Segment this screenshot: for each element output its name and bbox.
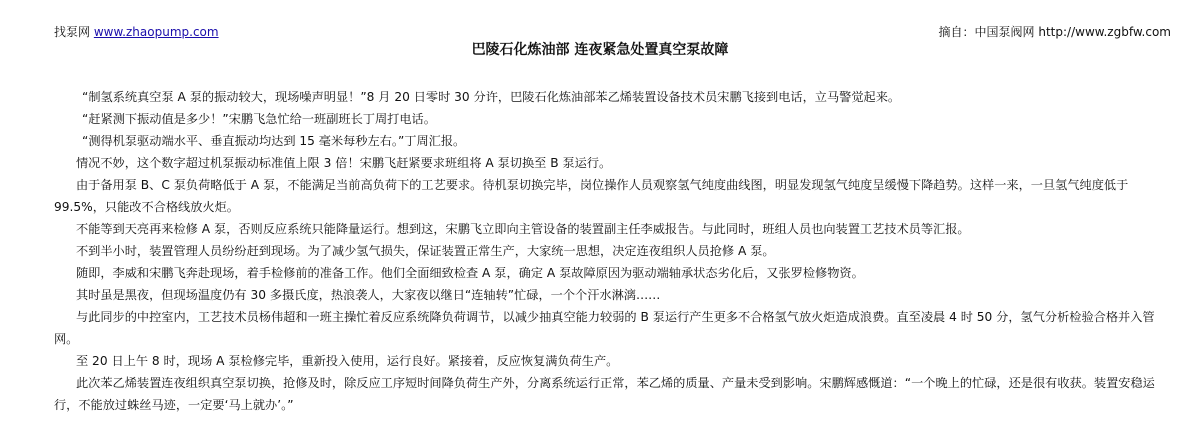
paragraph: 与此同步的中控室内，工艺技术员杨伟超和一班主操忙着反应系统降负荷调节，以减少抽真空能力较弱的 B 泵运行产生更多不合格氢气放火炬造成浪费。直至凌晨 4 时 50 分，氢气分析检验合格并入管网。 [54, 310, 1155, 346]
page-header [54, 23, 1171, 41]
paragraph: “测得机泵驱动端水平、垂直振动均达到 15 毫米每秒左右。”丁周汇报。 [82, 134, 466, 148]
paragraph: 不能等到天亮再来检修 A 泵，否则反应系统只能降量运行。想到这，宋鹏飞立即向主管设备的装置副主任李威报告。与此同时，班组人员也向装置工艺技术员等汇报。 [76, 222, 970, 236]
source-credit [939, 23, 1171, 41]
paragraph: 情况不妙，这个数字超过机泵振动标准值上限 3 倍！宋鹏飞赶紧要求班组将 A 泵切换至 B 泵运行。 [76, 156, 612, 170]
paragraph: 由于备用泵 B、C 泵负荷略低于 A 泵，不能满足当前高负荷下的工艺要求。待机泵切换完毕，岗位操作人员观察氢气纯度曲线图，明显发现氢气纯度呈缓慢下降趋势。这样一来，一旦氢气纯度低于 99.5%，只能改不合格线放火炬。 [54, 178, 1129, 214]
paragraph: “赶紧测下振动值是多少！”宋鹏飞急忙给一班副班长丁周打电话。 [82, 112, 436, 126]
site-link[interactable]: www.zhaopump.com [93, 25, 219, 39]
paragraph: 此次苯乙烯装置连夜组织真空泵切换，抢修及时，除反应工序短时间降负荷生产外，分离系统运行正常，苯乙烯的质量、产量未受到影响。宋鹏辉感慨道：“一个晚上的忙碌，还是很有收获。装置安稳运行，不能放过蛛丝马迹，一定要‘马上就办’。” [54, 376, 1155, 412]
source-link: http://www.zgbfw.com [1038, 25, 1171, 39]
paragraph: 不到半小时，装置管理人员纷纷赶到现场。为了减少氢气损失，保证装置正常生产，大家统一思想，决定连夜组织人员抢修 A 泵。 [76, 244, 775, 258]
paragraph: 至 20 日上午 8 时，现场 A 泵检修完毕，重新投入使用，运行良好。紧接着，反应恢复满负荷生产。 [76, 354, 619, 368]
paragraph: “制氢系统真空泵 A 泵的振动较大，现场噪声明显！”8 月 20 日零时 30 分许，巴陵石化炼油部苯乙烯装置设备技术员宋鹏飞接到电话，立马警觉起来。 [82, 90, 901, 104]
paragraph: 其时虽是黑夜，但现场温度仍有 30 多摄氏度，热浪袭人，大家夜以继日“连轴转”忙碌，一个个汗水淋漓…… [76, 288, 661, 302]
article-body [54, 86, 1172, 416]
source-label: 摘自：中国泵阀网 [938, 25, 1035, 39]
paragraph: 随即，李威和宋鹏飞奔赴现场，着手检修前的准备工作。他们全面细致检查 A 泵，确定 A 泵故障原因为驱动端轴承状态劣化后，又张罗检修物资。 [76, 266, 864, 280]
site-label: 找泵网 [54, 25, 91, 39]
site-credit [54, 23, 219, 41]
article-title: 巴陵石化炼油部 连夜紧急处置真空泵故障 [471, 42, 729, 58]
